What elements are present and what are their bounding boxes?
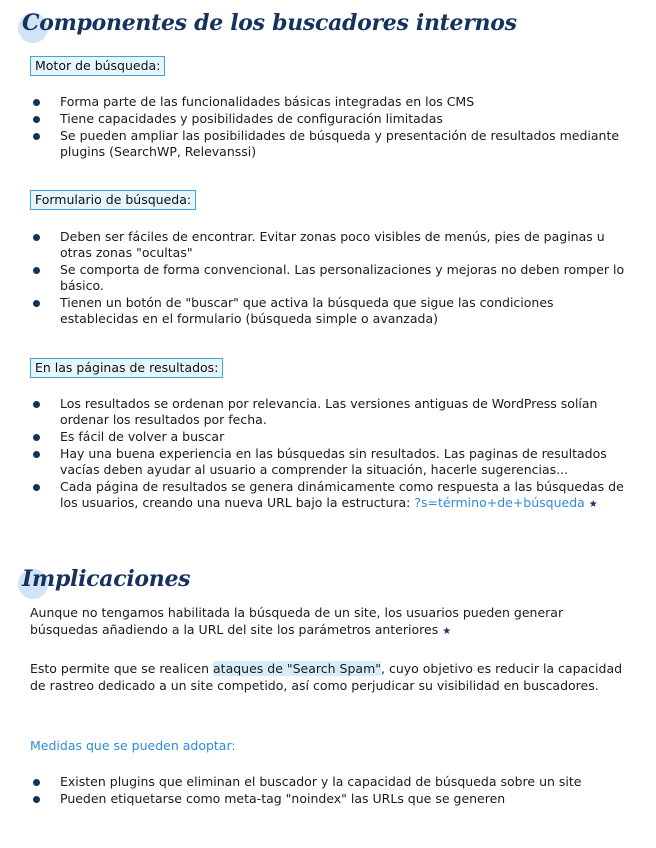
paragraph-text: Aunque no tengamos habilitada la búsqueda de un site, los usuarios pueden generar búsquedas añadiendo a la URL del site los parámetros anteriores xyxy=(30,605,564,637)
heading-formulario: Formulario de búsqueda: xyxy=(30,190,196,210)
implicaciones-paragraph-2 xyxy=(30,660,630,694)
heading-motor: Motor de búsqueda: xyxy=(30,56,165,76)
list-motor xyxy=(30,94,630,161)
list-item: Los resultados se ordenan por relevancia. Las versiones antiguas de WordPress solían ordenar los resultados por fecha. xyxy=(30,396,630,428)
paragraph-text: , cuyo objetivo es reducir la capacidad de rastreo dedicado a un site competido, así como perjudicar su visibilidad en buscadores. xyxy=(30,661,623,693)
list-formulario xyxy=(30,229,630,328)
list-item: Se comporta de forma convencional. Las personalizaciones y mejoras no deben romper lo básico. xyxy=(30,262,630,294)
list-medidas xyxy=(30,774,630,808)
list-item xyxy=(30,479,630,513)
list-item: Existen plugins que eliminan el buscador y la capacidad de búsqueda sobre un site xyxy=(30,774,630,790)
list-item: Se pueden ampliar las posibilidades de búsqueda y presentación de resultados mediante plugins (SearchWP, Relevanssi) xyxy=(30,128,630,160)
star-icon: ★ xyxy=(588,499,598,510)
list-resultados xyxy=(30,396,630,514)
list-item: Deben ser fáciles de encontrar. Evitar zonas poco visibles de menús, pies de paginas u otras zonas "ocultas" xyxy=(30,229,630,261)
measures-heading: Medidas que se pueden adoptar: xyxy=(30,738,236,753)
highlight-search-spam: ataques de "Search Spam" xyxy=(213,661,381,676)
implicaciones-block xyxy=(22,566,190,592)
query-string: ?s=término+de+búsqueda xyxy=(414,495,585,510)
list-item: Es fácil de volver a buscar xyxy=(30,429,630,445)
list-item: Tiene capacidades y posibilidades de configuración limitadas xyxy=(30,111,630,127)
list-item: Hay una buena experiencia en las búsquedas sin resultados. Las paginas de resultados vacías deben ayudar al usuario a comprender la situación, hacerle sugerencias... xyxy=(30,446,630,478)
star-icon: ★ xyxy=(442,626,452,637)
heading-resultados: En las páginas de resultados: xyxy=(30,358,223,378)
paragraph-text: Esto permite que se realicen xyxy=(30,661,214,676)
implicaciones-paragraph-1 xyxy=(30,604,630,640)
list-item: Forma parte de las funcionalidades básicas integradas en los CMS xyxy=(30,94,630,110)
implicaciones-title: Implicaciones xyxy=(22,566,191,592)
list-item-text: Cada página de resultados se genera dinámicamente como respuesta a las búsquedas de los usuarios, creando una nueva URL bajo la estructura: xyxy=(60,479,624,510)
page-title: Componentes de los buscadores internos xyxy=(22,10,517,36)
title-block xyxy=(22,10,517,36)
list-item: Tienen un botón de "buscar" que activa la búsqueda que sigue las condiciones establecidas en el formulario (búsqueda simple o avanzada) xyxy=(30,295,630,327)
list-item: Pueden etiquetarse como meta-tag "noindex" las URLs que se generen xyxy=(30,791,630,807)
